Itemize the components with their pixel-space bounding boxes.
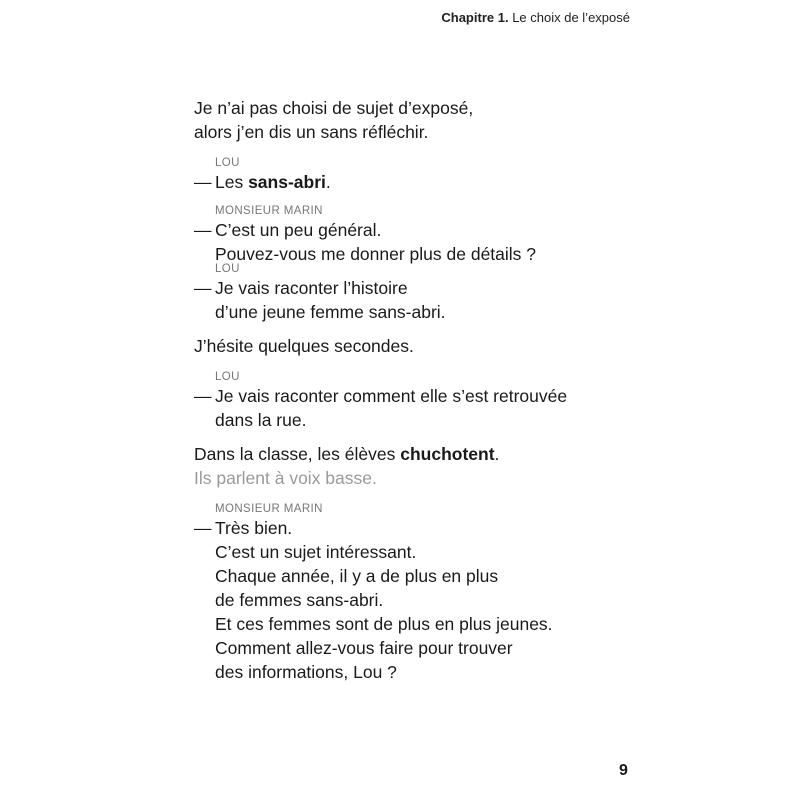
text-line: C’est un sujet intéressant. <box>215 542 417 562</box>
speaker-label: LOU <box>215 157 240 169</box>
dialogue-dash: — <box>194 220 212 240</box>
dialogue-line-3 <box>194 276 674 324</box>
bold-vocabulary: chuchotent <box>400 444 495 464</box>
speaker-label: LOU <box>215 371 240 383</box>
text-line: d’une jeune femme sans-abri. <box>215 302 446 322</box>
dialogue-line-5 <box>194 516 674 684</box>
vocabulary-gloss: Ils parlent à voix basse. <box>194 468 377 488</box>
speaker-label: LOU <box>215 263 240 275</box>
text-line: Et ces femmes sont de plus en plus jeunes. <box>215 614 553 634</box>
dialogue-dash: — <box>194 172 212 192</box>
bold-vocabulary: sans-abri <box>248 172 326 192</box>
dialogue-line-4 <box>194 384 674 432</box>
text-segment: . <box>325 172 331 192</box>
text-line: de femmes sans-abri. <box>215 590 384 610</box>
text-line <box>215 170 674 194</box>
page-number: 9 <box>619 762 628 779</box>
text-line: des informations, Lou ? <box>215 662 397 682</box>
dialogue-line-2 <box>194 218 674 266</box>
text-line <box>194 442 674 466</box>
text-line: Je vais raconter l’histoire <box>215 278 408 298</box>
text-line: J’hésite quelques secondes. <box>194 336 414 356</box>
dialogue-dash: — <box>194 386 212 406</box>
text-line: Comment allez-vous faire pour trouver <box>215 638 513 658</box>
dialogue-dash: — <box>194 518 212 538</box>
text-line: Chaque année, il y a de plus en plus <box>215 566 499 586</box>
dialogue-line-1 <box>194 170 674 194</box>
speaker-label: MONSIEUR MARIN <box>215 503 323 515</box>
text-line: alors j’en dis un sans réfléchir. <box>194 122 429 142</box>
text-line: Très bien. <box>215 518 293 538</box>
text-line: dans la rue. <box>215 410 307 430</box>
page-body <box>194 96 674 684</box>
narration-paragraph-1 <box>194 96 674 144</box>
chapter-label: Chapitre 1. <box>441 10 509 25</box>
speaker-label: MONSIEUR MARIN <box>215 205 323 217</box>
narration-paragraph-3 <box>194 442 674 490</box>
text-line: Pouvez-vous me donner plus de détails ? <box>215 244 537 264</box>
running-header <box>441 10 630 25</box>
text-segment: Les <box>215 172 249 192</box>
text-segment: . <box>494 444 500 464</box>
text-line: Je n’ai pas choisi de sujet d’exposé, <box>194 98 474 118</box>
text-line: C’est un peu général. <box>215 220 382 240</box>
narration-paragraph-2 <box>194 334 674 358</box>
text-line: Je vais raconter comment elle s’est retrouvée <box>215 386 568 406</box>
dialogue-dash: — <box>194 278 212 298</box>
chapter-title: Le choix de l’exposé <box>512 10 630 25</box>
text-segment: Dans la classe, les élèves <box>194 444 401 464</box>
